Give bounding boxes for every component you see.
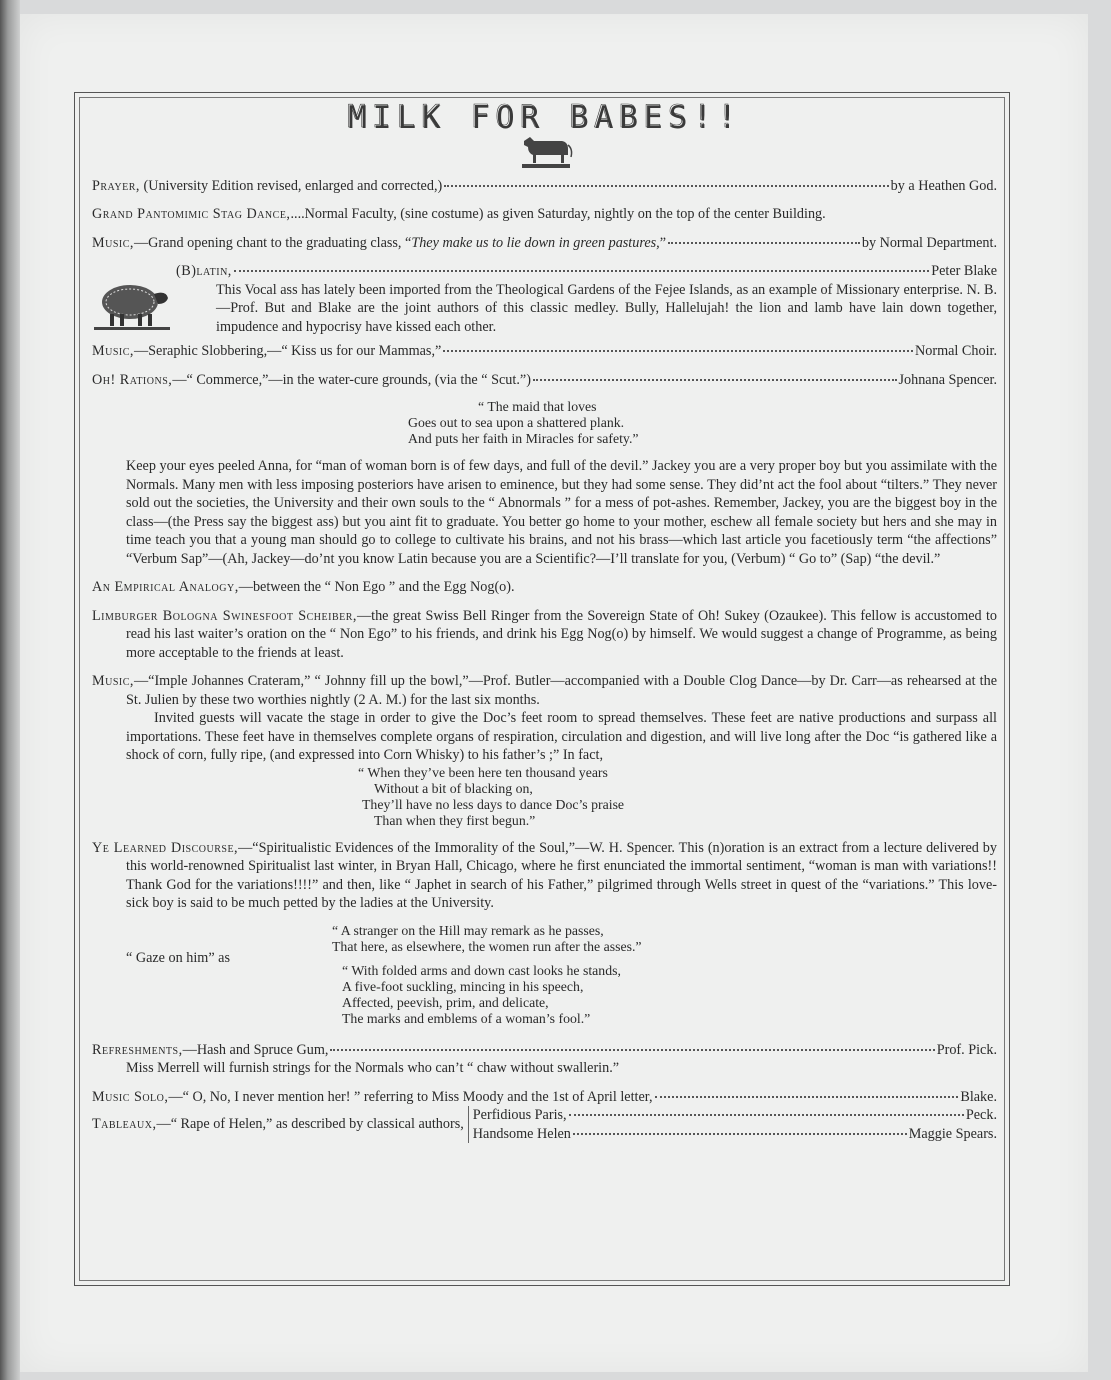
latin-performer: Peter Blake (931, 263, 997, 279)
gaze-verse-b (342, 963, 621, 1027)
orations-entry (92, 371, 997, 390)
solo-performer: Blake. (960, 1088, 997, 1105)
music-clog-entry (92, 672, 997, 709)
stag-dance-entry (92, 205, 997, 224)
analogy-label: An Empirical Analogy, (92, 579, 239, 595)
verse-line: Than when they first begun.” (374, 812, 536, 828)
tableaux-entry (92, 1106, 997, 1143)
limburger-label: Limburger Bologna Swinesfoot Scheiber, (92, 607, 357, 624)
music3-text: —“Imple Johannes Crateram,” “ Johnny fill up the bowl,”—Prof. Butler—accompanied with a Double Clog Dance—by Dr. Carr—as rehearsed at the St. Julien by these two worthies nightly (2 A. M.) for the last six months. (126, 673, 997, 708)
prayer-label: Prayer, (92, 177, 140, 194)
leader-dots (668, 242, 860, 244)
invited-paragraph: Invited guests will vacate the stage in order to give the Doc’s feet room to spread themselves. These feet are native productions and surpass all importations. These feet have in themselves complete organs of respiration, circulation and digestion, and will live long after the Doc “is gathered like a shock of corn, fully ripe, (and expressed into Corn Whisky) to his father’s ;” In fact, (126, 710, 997, 763)
tableaux-cast (468, 1106, 997, 1143)
music3-label: Music, (92, 673, 134, 689)
verse-line: A five-foot suckling, mincing in his speech, (342, 978, 584, 994)
leader-dots (573, 1133, 907, 1135)
discourse-label: Ye Learned Discourse, (92, 839, 239, 856)
music2-label: Music, (92, 343, 134, 359)
refreshments-label: Refreshments, (92, 1041, 183, 1058)
solo-label: Music Solo, (92, 1088, 169, 1105)
sheep-icon (92, 272, 172, 334)
verse-line: “ With folded arms and down cast looks he stands, (342, 962, 621, 978)
refreshments-text: —Hash and Spruce Gum, (182, 1041, 329, 1058)
verse-line: And puts her faith in Miracles for safety.” (408, 431, 639, 446)
orations-label: Oh! Rations, (92, 371, 173, 388)
stag-text: ....Normal Faculty, (sine costume) as given Saturday, nightly on the top of the center Building. (290, 206, 826, 222)
tableaux-text: —“ Rape of Helen,” as described by classical authors, (156, 1116, 464, 1133)
gaze-verse-block (92, 923, 997, 1031)
verse-line: “ When they’ve been here ten thousand years (358, 764, 608, 780)
music1-text: —Grand opening chant to the graduating class, “ (133, 234, 412, 251)
verse-line: Affected, peevish, prim, and delicate, (342, 994, 549, 1010)
orations-text: —“ Commerce,”—in the water-cure grounds, (via the “ Scut.”) (172, 371, 531, 388)
latin-entry (92, 262, 997, 336)
leader-dots (444, 185, 888, 187)
latin-body: This Vocal ass has lately been imported from the Theological Gardens of the Fejee Islands, as an example of Missionary enterprise. N. B.—Prof. But and Blake are the joint authors of this classic medley. Bully, Hallelujah! the lion and lamb have lain down together, impudence and hypocrisy have kissed each other. (216, 281, 997, 335)
verse-line: That here, as elsewhere, the women run after the asses.” (332, 938, 642, 954)
verse-line: They’ll have no less days to dance Doc’s praise (362, 796, 625, 812)
feet-verse (358, 765, 997, 829)
verse-line: The marks and emblems of a woman’s fool.” (342, 1010, 591, 1026)
discourse-text: —“Spiritualistic Evidences of the Immorality of the Soul,”—W. H. Spencer. This (n)oration is an extract from a lecture delivered by this world-renowned Spiritualist last winter, in Bryan Hall, Chicago, where he first enunciated the immortal sentiment, “woman is man with variations!! Thank God for the variations!!!!” and then, like “ Japhet in search of his Father,” pilgrimed through Wells street in quest of the “variations.” This love-sick boy is said to be much petted by the ladies at the University. (126, 839, 997, 911)
cow-icon (516, 131, 574, 171)
music-choir-entry (92, 342, 997, 361)
verse-line: Without a bit of blacking on, (374, 780, 533, 796)
music2-performer: Normal Choir. (915, 343, 997, 359)
music1-close-quote: ” (659, 234, 667, 251)
limburger-text: —the great Swiss Bell Ringer from the Sovereign State of Oh! Sukey (Ozaukee). This fellow is accustomed to read his last waiter’s oration on the “ Non Ego” to his friends, and drink his Egg Nog(o) by himself. We would suggest a change of Programme, as being more acceptable to the friends at least. (126, 607, 997, 661)
gaze-label: “ Gaze on him” as (126, 949, 230, 966)
programme-content (92, 99, 997, 1143)
cast-role: Perfidious Paris, (472, 1107, 567, 1123)
music-chant-entry (92, 234, 997, 253)
leader-dots (533, 379, 897, 381)
music1-label: Music, (92, 234, 134, 251)
cast-row (473, 1106, 997, 1125)
refreshments-entry (92, 1041, 997, 1060)
page-spine (0, 0, 20, 1380)
prayer-performer: by a Heathen God. (890, 177, 997, 194)
music1-performer: by Normal Department. (861, 234, 997, 251)
leader-dots (443, 350, 913, 352)
stag-label: Grand Pantomimic Stag Dance, (92, 206, 291, 222)
music1-italic: They make us to lie down in green pastures, (411, 234, 660, 251)
verse-line: “ The maid that loves (478, 399, 597, 414)
verse-line: “ A stranger on the Hill may remark as he passes, (332, 922, 604, 938)
maid-verse (408, 399, 997, 447)
cast-actor: Maggie Spears. (908, 1125, 997, 1142)
prayer-entry (92, 177, 997, 196)
gaze-verse-a (332, 923, 642, 955)
latin-heading (176, 262, 997, 281)
leader-dots (234, 270, 929, 272)
leader-dots (569, 1114, 964, 1116)
music2-text: —Seraphic Slobbering,—“ Kiss us for our Mammas,” (133, 343, 442, 359)
analogy-entry (92, 578, 997, 597)
solo-text: —“ O, No, I never mention her! ” referring to Miss Moody and the 1st of April letter, (168, 1088, 653, 1105)
cast-row (473, 1125, 997, 1144)
latin-text-block (172, 262, 997, 336)
cast-actor: Peck. (965, 1107, 997, 1123)
anna-paragraph: Keep your eyes peeled Anna, for “man of woman born is of few days, and full of the devil.” Jackey you are a very proper boy but you assimilate with the Normals. Many men with less imposing posteriors have arisen to eminence, but they had some sense. They did’nt act the fool about “tilters.” They never sold out the societies, the University and their own souls to the “ Abnormals ” for a mess of pot-ashes. Remember, Jackey, you are the biggest boy in the class—(the Press say the biggest ass) but you aint fit to graduate. You better go home to your mother, eschew all female society but hers and she may in time teach you that a young man should go to college to cultivate his brains, and not his brass—which last article you facetiously term “the affections” “Verbum Sap”—(Ah, Jackey—do’nt you know Latin because you are a Scientific?—I’ll translate for you, (Verbum) “ Go to” (Sap) “the devil.” (126, 458, 997, 567)
refreshments-note: Miss Merrell will furnish strings for the Normals who can’t “ chaw without swallerin.” (126, 1060, 620, 1076)
limburger-entry (92, 607, 997, 663)
analogy-text: —between the “ Non Ego ” and the Egg Nog(o). (238, 579, 515, 595)
discourse-entry (92, 839, 997, 913)
latin-label: (B)latin, (176, 263, 232, 279)
orations-performer: Johnana Spencer. (898, 371, 997, 388)
prayer-text: (University Edition revised, enlarged and corrected,) (143, 177, 443, 194)
page-title: MILK FOR BABES!! (347, 99, 742, 135)
verse-line: Goes out to sea upon a shattered plank. (408, 415, 625, 430)
refreshments-provider: Prof. Pick. (936, 1041, 997, 1058)
leader-dots (330, 1049, 934, 1051)
tableaux-label: Tableaux, (92, 1116, 157, 1133)
cast-role: Handsome Helen (472, 1125, 571, 1142)
leader-dots (655, 1096, 959, 1098)
music-solo-entry (92, 1088, 997, 1107)
